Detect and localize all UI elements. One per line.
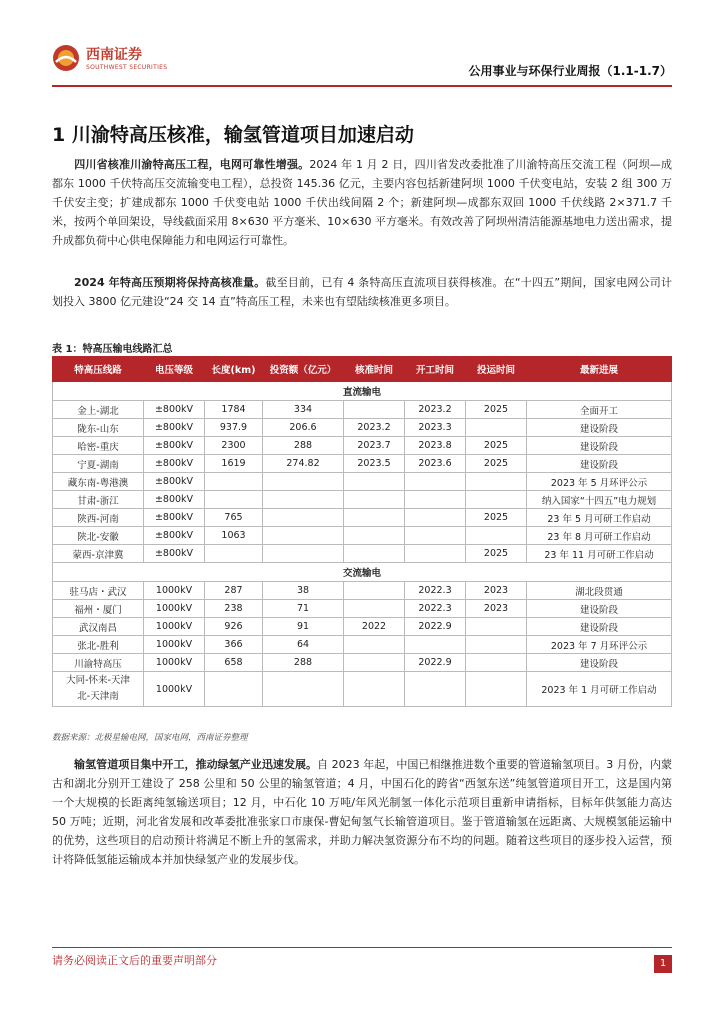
- table-cell: 2023.6: [405, 455, 466, 473]
- table-cell: 926: [205, 618, 263, 636]
- table-header-row: [53, 357, 672, 382]
- table-cell: ±800kV: [144, 491, 205, 509]
- table-cell: 274.82: [263, 455, 344, 473]
- table-cell: 哈密-重庆: [53, 437, 144, 455]
- table-row: [53, 455, 672, 473]
- cell-line: 大同-怀来-天津: [66, 675, 130, 686]
- table-cell: 2022.9: [405, 618, 466, 636]
- table-cell: 2023.7: [344, 437, 405, 455]
- table-cell: 1000kV: [144, 672, 205, 707]
- table-cell: 1000kV: [144, 600, 205, 618]
- section-label: 交流输电: [53, 563, 672, 582]
- table-cell: 1000kV: [144, 654, 205, 672]
- table-cell: 2022: [344, 618, 405, 636]
- table-cell: 765: [205, 509, 263, 527]
- table-cell: 建设阶段: [527, 654, 672, 672]
- table-cell: [466, 636, 527, 654]
- table-cell: 2023 年 7 月环评公示: [527, 636, 672, 654]
- table-cell: 建设阶段: [527, 618, 672, 636]
- table-cell: 福州・厦门: [53, 600, 144, 618]
- paragraph-hydrogen-pipeline: [52, 755, 672, 869]
- table-cell: [344, 672, 405, 707]
- table-cell: ±800kV: [144, 401, 205, 419]
- table-cell: [344, 654, 405, 672]
- table-cell: 金上-湖北: [53, 401, 144, 419]
- table-cell: 甘肃-浙江: [53, 491, 144, 509]
- table-cell: 建设阶段: [527, 455, 672, 473]
- paragraph-body: 2024 年 1 月 2 日，四川省发改委批准了川渝特高压交流工程（阿坝—成都东 1000 千伏特高压交流输变电工程），总投资 145.36 亿元，主要内容包括新建阿坝 1000 千伏变电站，安装 2 组 300 万千伏安主变；扩建成都东 1000 千伏变电站 1000 千伏出线间隔 2 个；新建阿坝—成都东双回 1000 千伏线路 2×371.7 千米，按两个单回架设，导线截面采用 8×630 平方毫米、10×630 平方毫米。有效改善了阿坝州清洁能源基地电力送出需求，提升成都负荷中心供电保障能力和电网运行可靠性。: [52, 158, 672, 247]
- table-cell: [405, 636, 466, 654]
- table-row: [53, 582, 672, 600]
- table-body: [53, 382, 672, 707]
- table-row: [53, 654, 672, 672]
- table-cell: [344, 600, 405, 618]
- table-cell: [344, 636, 405, 654]
- table-cell: [405, 509, 466, 527]
- logo-name: 西南证券: [86, 47, 142, 63]
- table-cell: 64: [263, 636, 344, 654]
- table-cell: 658: [205, 654, 263, 672]
- table-cell: 2022.3: [405, 600, 466, 618]
- table-cell: 23 年 8 月可研工作启动: [527, 527, 672, 545]
- footer-notice: 请务必阅读正文后的重要声明部分: [52, 954, 217, 967]
- table-row: [53, 401, 672, 419]
- col-header: 电压等级: [144, 357, 205, 382]
- table-cell: 38: [263, 582, 344, 600]
- table-cell: [53, 672, 144, 707]
- table-row: [53, 491, 672, 509]
- table-cell: ±800kV: [144, 527, 205, 545]
- col-header: 特高压线路: [53, 357, 144, 382]
- table-cell: 2022.3: [405, 582, 466, 600]
- col-header: 投运时间: [466, 357, 527, 382]
- table-cell: 2023: [466, 600, 527, 618]
- table-cell: [405, 545, 466, 563]
- table-cell: 2023 年 1 月可研工作启动: [527, 672, 672, 707]
- paragraph-body: 截至目前，已有 4 条特高压直流项目获得核准。在“十四五”期间，国家电网公司计划投入 3800 亿元建设“24 交 14 直”特高压工程，未来也有望陆续核准更多项目。: [52, 276, 672, 308]
- table-cell: [466, 491, 527, 509]
- table-cell: 1000kV: [144, 582, 205, 600]
- table-cell: ±800kV: [144, 473, 205, 491]
- table-caption: 表 1：特高压输电线路汇总: [52, 344, 173, 355]
- table-cell: 206.6: [263, 419, 344, 437]
- table-cell: [263, 509, 344, 527]
- table-cell: [344, 527, 405, 545]
- table-cell: 1784: [205, 401, 263, 419]
- table-cell: 2025: [466, 455, 527, 473]
- table-cell: 2023.2: [405, 401, 466, 419]
- table-cell: 2023.3: [405, 419, 466, 437]
- col-header: 投资额（亿元）: [263, 357, 344, 382]
- uhv-lines-table: [52, 356, 672, 707]
- table-cell: [344, 545, 405, 563]
- table-cell: [205, 672, 263, 707]
- table-row: [53, 509, 672, 527]
- table-cell: [263, 473, 344, 491]
- table-cell: 全面开工: [527, 401, 672, 419]
- section-row-ac: [53, 563, 672, 582]
- table-cell: 陕北-安徽: [53, 527, 144, 545]
- table-cell: 2022.9: [405, 654, 466, 672]
- table-cell: 2023.8: [405, 437, 466, 455]
- table-cell: [344, 491, 405, 509]
- table-row: [53, 473, 672, 491]
- table-cell: 1000kV: [144, 618, 205, 636]
- col-header: 核准时间: [344, 357, 405, 382]
- table-cell: 1619: [205, 455, 263, 473]
- table-cell: 武汉南昌: [53, 618, 144, 636]
- table-cell: [405, 473, 466, 491]
- table-cell: 1000kV: [144, 636, 205, 654]
- paragraph-lead: 输氢管道项目集中开工，推动绿氢产业迅速发展。: [74, 758, 318, 771]
- table-cell: [263, 545, 344, 563]
- table-cell: 71: [263, 600, 344, 618]
- footer-divider: [52, 947, 672, 948]
- table-cell: 23 年 11 月可研工作启动: [527, 545, 672, 563]
- table-cell: ±800kV: [144, 455, 205, 473]
- table-cell: 纳入国家“十四五”电力规划: [527, 491, 672, 509]
- table-cell: 湖北段贯通: [527, 582, 672, 600]
- table-cell: [466, 527, 527, 545]
- table-cell: 建设阶段: [527, 419, 672, 437]
- section-label: 直流输电: [53, 382, 672, 401]
- table-cell: [405, 672, 466, 707]
- table-cell: 23 年 5 月可研工作启动: [527, 509, 672, 527]
- paragraph-uhv-approval: [52, 155, 672, 250]
- table-cell: ±800kV: [144, 509, 205, 527]
- table-cell: [344, 401, 405, 419]
- document-title: 公用事业与环保行业周报（1.1-1.7）: [468, 64, 672, 78]
- table-cell: 238: [205, 600, 263, 618]
- logo-subtitle: SOUTHWEST SECURITIES: [86, 64, 168, 71]
- table-cell: 2023.5: [344, 455, 405, 473]
- table-cell: 2023.2: [344, 419, 405, 437]
- table-cell: 1063: [205, 527, 263, 545]
- table-source: 数据来源：北极星输电网，国家电网，西南证券整理: [52, 733, 248, 743]
- paragraph-lead: 四川省核准川渝特高压工程，电网可靠性增强。: [74, 158, 310, 171]
- table-cell: ±800kV: [144, 419, 205, 437]
- paragraph-uhv-outlook: [52, 273, 672, 311]
- table-cell: 驻马店・武汉: [53, 582, 144, 600]
- paragraph-body: 自 2023 年起，中国已相继推进数个重要的管道输氢项目。3 月份，内蒙古和湖北分别开工建设了 258 公里和 50 公里的输氢管道；4 月，中国石化的跨省“西氢东送”纯氢管道项目开工，这是国内第一个大规模的长距离纯氢输送项目；12 月，中石化 10 万吨/年风光制氢一体化示范项目重新申请指标，目标年供氢能力高达 50 万吨；近期，河北省发展和改革委批准张家口市康保-曹妃甸氢气长输管道项目。鉴于管道输氢在远距离、大规模氢能运输中的优势，这些项目的启动预计将满足不断上升的氢需求，并助力解决氢资源分布不均的问题。随着这些项目的逐步投入运营，预计将降低氢能运输成本并加快绿氢产业的发展步伐。: [52, 758, 672, 866]
- table-cell: 陇东-山东: [53, 419, 144, 437]
- table-row: [53, 437, 672, 455]
- table-cell: 川渝特高压: [53, 654, 144, 672]
- table-cell: 2025: [466, 401, 527, 419]
- table-cell: 2023: [466, 582, 527, 600]
- col-header: 开工时间: [405, 357, 466, 382]
- table-cell: [205, 473, 263, 491]
- col-header: 长度(km): [205, 357, 263, 382]
- table-cell: 334: [263, 401, 344, 419]
- table-cell: [466, 618, 527, 636]
- table-cell: [466, 473, 527, 491]
- table-cell: [205, 545, 263, 563]
- table-row: [53, 527, 672, 545]
- table-cell: [344, 473, 405, 491]
- table-cell: 藏东南-粤港澳: [53, 473, 144, 491]
- table-row: [53, 600, 672, 618]
- table-cell: 288: [263, 654, 344, 672]
- table-cell: 建设阶段: [527, 600, 672, 618]
- header-divider: [52, 85, 672, 87]
- table-cell: 2025: [466, 437, 527, 455]
- page-number: 1: [654, 955, 672, 973]
- company-logo: [52, 42, 212, 80]
- table-cell: [466, 419, 527, 437]
- table-cell: 蒙西-京津冀: [53, 545, 144, 563]
- table-row: [53, 672, 672, 707]
- table-cell: 2300: [205, 437, 263, 455]
- table-cell: 91: [263, 618, 344, 636]
- uhv-table-container: [52, 356, 672, 707]
- table-cell: 陕西-河南: [53, 509, 144, 527]
- table-row: [53, 419, 672, 437]
- section-row-dc: [53, 382, 672, 401]
- table-cell: [263, 527, 344, 545]
- table-cell: 张北-胜利: [53, 636, 144, 654]
- table-cell: 建设阶段: [527, 437, 672, 455]
- paragraph-lead: 2024 年特高压预期将保持高核准量。: [74, 276, 266, 289]
- table-cell: [466, 672, 527, 707]
- table-cell: ±800kV: [144, 437, 205, 455]
- table-row: [53, 618, 672, 636]
- table-cell: 宁夏-湖南: [53, 455, 144, 473]
- logo-icon: [52, 44, 80, 72]
- cell-line: 北-天津南: [77, 691, 119, 702]
- table-cell: 288: [263, 437, 344, 455]
- table-row: [53, 545, 672, 563]
- table-cell: [344, 582, 405, 600]
- col-header: 最新进展: [527, 357, 672, 382]
- page-header: [52, 38, 672, 84]
- table-row: [53, 636, 672, 654]
- table-cell: [205, 491, 263, 509]
- table-cell: 366: [205, 636, 263, 654]
- table-cell: 937.9: [205, 419, 263, 437]
- table-cell: [344, 509, 405, 527]
- table-cell: [405, 491, 466, 509]
- table-cell: 2023 年 5 月环评公示: [527, 473, 672, 491]
- table-cell: [263, 491, 344, 509]
- table-cell: [405, 527, 466, 545]
- section-title: 1 川渝特高压核准，输氢管道项目加速启动: [52, 124, 414, 146]
- table-cell: [466, 654, 527, 672]
- table-cell: ±800kV: [144, 545, 205, 563]
- table-cell: [263, 672, 344, 707]
- table-cell: 2025: [466, 509, 527, 527]
- table-cell: 2025: [466, 545, 527, 563]
- table-cell: 287: [205, 582, 263, 600]
